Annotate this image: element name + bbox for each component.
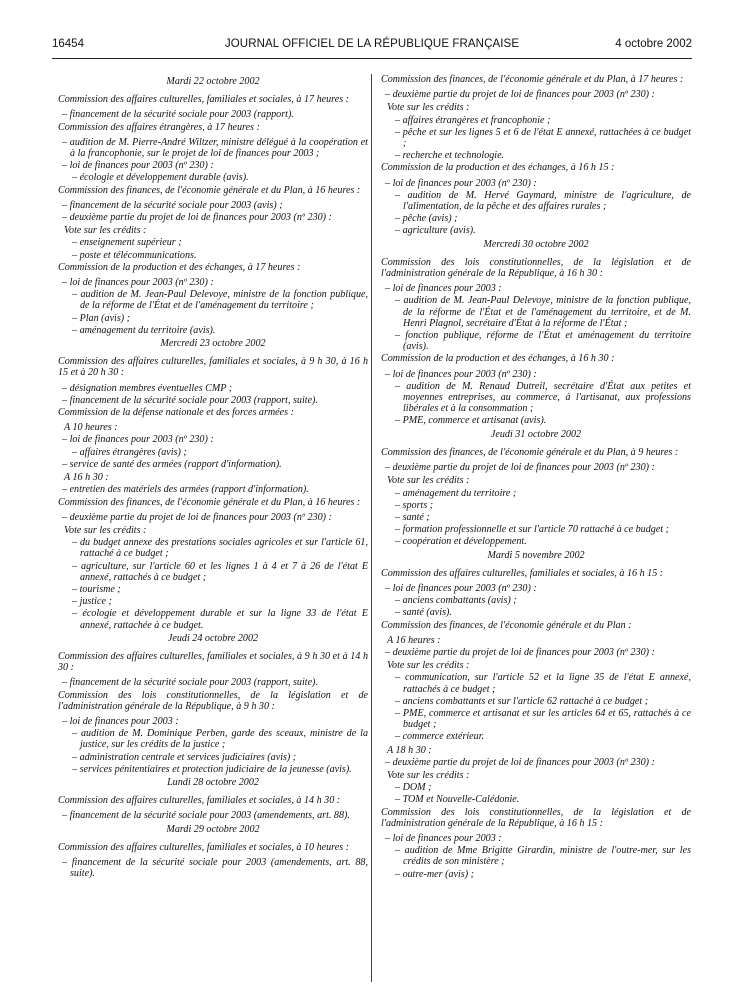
committee-entry: Commission des finances, de l'économie générale et du Plan, à 9 heures : <box>381 446 679 458</box>
agenda-subheading: A 16 heures : <box>387 634 441 646</box>
agenda-subitem: – pêche (avis) ; <box>395 213 458 225</box>
agenda-subheading: A 10 heures : <box>64 422 118 434</box>
committee-entry: Commission des lois constitutionnelles, de la législation et de l'administration générale de la République, à 16 h 30 : <box>381 256 691 280</box>
committee-entry: Commission des finances, de l'économie générale et du Plan : <box>381 619 632 631</box>
agenda-subitem: – audition de M. Jean-Paul Delevoye, ministre de la fonction publique, de la réforme de l'État et de l'aménagement du territoire, et de M. Henri Plagnol, secrétaire d'État à la réforme de l'État ; <box>395 295 691 329</box>
committee-entry: Commission des affaires étrangères, à 17 heures : <box>58 121 260 133</box>
agenda-item: – financement de la sécurité sociale pour 2003 (rapport). <box>62 109 294 121</box>
agenda-item: – financement de la sécurité sociale pour 2003 (rapport, suite). <box>62 677 318 689</box>
agenda-subitem: – agriculture, sur l'article 60 et les lignes 1 à 4 et 7 à 26 de l'état E annexé, rattachés à ce budget ; <box>72 560 368 583</box>
agenda-item: – financement de la sécurité sociale pour 2003 (rapport, suite). <box>62 394 318 406</box>
agenda-item: – deuxième partie du projet de loi de finances pour 2003 (nº 230) : <box>385 89 655 101</box>
agenda-subitem: – tourisme ; <box>72 583 121 595</box>
session-date-heading: Mercredi 30 octobre 2002 <box>483 238 589 250</box>
agenda-subitem: – du budget annexe des prestations sociales agricoles et sur l'article 61, rattaché à ce budget ; <box>72 537 368 560</box>
agenda-subitem: – services pénitentiaires et protection judiciaire de la jeunesse (avis). <box>72 763 352 775</box>
agenda-item: – loi de finances pour 2003 (nº 230) : <box>62 277 214 289</box>
committee-entry: Commission des affaires culturelles, familiales et sociales, à 10 heures : <box>58 841 350 853</box>
agenda-item: – loi de finances pour 2003 : <box>385 283 502 295</box>
journal-title: JOURNAL OFFICIEL DE LA RÉPUBLIQUE FRANÇAISE <box>224 38 520 50</box>
agenda-item: – deuxième partie du projet de loi de finances pour 2003 (nº 230) : <box>385 646 655 658</box>
agenda-subitem: – affaires étrangères (avis) ; <box>72 446 187 458</box>
page-number: 16454 <box>52 38 84 50</box>
agenda-subheading: A 18 h 30 : <box>387 744 432 756</box>
committee-entry: Commission des affaires culturelles, familiales et sociales, à 16 h 15 : <box>381 567 664 579</box>
agenda-item: – audition de M. Pierre-André Wiltzer, ministre délégué à la coopération et à la francophonie, sur le projet de loi de finances pour 2003 ; <box>62 136 368 160</box>
committee-entry: Commission des affaires culturelles, familiales et sociales, à 9 h 30, à 16 h 15 et à 20 h 30 : <box>58 356 368 379</box>
agenda-item: – loi de finances pour 2003 (nº 230) : <box>385 177 537 189</box>
agenda-subheading: Vote sur les crédits : <box>64 524 147 536</box>
agenda-subitem: – commerce extérieur. <box>395 731 485 743</box>
agenda-subheading: Vote sur les crédits : <box>387 660 470 672</box>
agenda-subitem: – anciens combattants et sur l'article 62 rattaché à ce budget ; <box>395 695 649 707</box>
agenda-subitem: – administration centrale et services judiciaires (avis) ; <box>72 751 297 763</box>
committee-entry: Commission de la défense nationale et des forces armées : <box>58 407 294 419</box>
column-separator <box>371 74 372 982</box>
agenda-subitem: – audition de M. Jean-Paul Delevoye, ministre de la fonction publique, de la réforme de l'État et de l'aménagement du territoire ; <box>72 289 368 312</box>
agenda-item: – financement de la sécurité sociale pour 2003 (amendements, art. 88, suite). <box>62 856 368 880</box>
agenda-item: – loi de finances pour 2003 (nº 230) : <box>385 368 537 380</box>
agenda-subitem: – agriculture (avis). <box>395 225 476 237</box>
committee-entry: Commission des affaires culturelles, familiales et sociales, à 14 h 30 : <box>58 795 341 807</box>
committee-entry: Commission des finances, de l'économie générale et du Plan, à 16 heures : <box>58 496 361 508</box>
agenda-subheading: A 16 h 30 : <box>64 472 109 484</box>
agenda-subheading: Vote sur les crédits : <box>387 769 470 781</box>
session-date-heading: Mardi 22 octobre 2002 <box>166 76 260 87</box>
agenda-subitem: – enseignement supérieur ; <box>72 237 182 249</box>
agenda-subitem: – TOM et Nouvelle-Calédonie. <box>395 794 520 806</box>
committee-entry: Commission des finances, de l'économie générale et du Plan, à 16 heures : <box>58 184 361 196</box>
session-date-heading: Jeudi 31 octobre 2002 <box>490 428 582 440</box>
agenda-item: – deuxième partie du projet de loi de finances pour 2003 (nº 230) : <box>385 462 655 474</box>
agenda-subitem: – sports ; <box>395 499 434 511</box>
agenda-item: – deuxième partie du projet de loi de finances pour 2003 (nº 230) : <box>385 756 655 768</box>
agenda-subitem: – PME, commerce et artisanat et sur les articles 64 et 65, rattachés à ce budget ; <box>395 707 691 731</box>
agenda-item: – deuxième partie du projet de loi de finances pour 2003 (nº 230) : <box>62 212 332 224</box>
committee-entry: Commission de la production et des échanges, à 17 heures : <box>58 261 301 273</box>
agenda-subitem: – aménagement du territoire (avis). <box>72 324 216 336</box>
agenda-subitem: – santé ; <box>395 511 430 523</box>
agenda-subitem: – santé (avis). <box>395 607 452 619</box>
agenda-subitem: – audition de Mme Brigitte Girardin, ministre de l'outre-mer, sur les crédits de son ministère ; <box>395 845 691 868</box>
agenda-subitem: – écologie et développement durable (avis). <box>72 172 249 184</box>
session-date-heading: Mardi 29 octobre 2002 <box>166 823 260 835</box>
agenda-subheading: Vote sur les crédits : <box>387 102 470 114</box>
agenda-item: – financement de la sécurité sociale pour 2003 (amendements, art. 88). <box>62 810 350 822</box>
committee-entry: Commission des affaires culturelles, familiales et sociales, à 9 h 30 et à 14 h 30 : <box>58 650 368 674</box>
session-date-heading: Mercredi 23 octobre 2002 <box>160 338 266 350</box>
agenda-subitem: – recherche et technologie. <box>395 150 505 162</box>
agenda-subitem: – écologie et développement durable et sur la ligne 33 de l'état E annexé, rattachée à ce budget. <box>72 608 368 631</box>
agenda-subheading: Vote sur les crédits : <box>64 225 147 237</box>
agenda-subitem: – audition de M. Dominique Perben, garde des sceaux, ministre de la justice, sur les crédits de la justice ; <box>72 728 368 751</box>
agenda-subitem: – Plan (avis) ; <box>72 312 131 324</box>
agenda-subitem: – anciens combattants (avis) ; <box>395 595 517 607</box>
agenda-subitem: – justice ; <box>72 596 112 608</box>
agenda-item: – service de santé des armées (rapport d'information). <box>62 458 282 470</box>
left-column <box>58 74 368 880</box>
agenda-subitem: – PME, commerce et artisanat (avis). <box>395 415 547 427</box>
session-date-heading: Lundi 28 octobre 2002 <box>167 776 259 788</box>
committee-entry: Commission de la production et des échanges, à 16 h 15 : <box>381 162 615 174</box>
agenda-subitem: – outre-mer (avis) ; <box>395 868 474 880</box>
agenda-subitem: – formation professionnelle et sur l'article 70 rattaché à ce budget ; <box>395 524 669 536</box>
agenda-subitem: – coopération et développement. <box>395 536 527 548</box>
agenda-subitem: – fonction publique, réforme de l'État et aménagement du territoire (avis). <box>395 330 691 353</box>
agenda-subitem: – DOM ; <box>395 782 432 794</box>
issue-date: 4 octobre 2002 <box>615 38 692 50</box>
agenda-item: – loi de finances pour 2003 : <box>385 832 502 844</box>
committee-entry: Commission des finances, de l'économie générale et du Plan, à 17 heures : <box>381 74 684 85</box>
agenda-subitem: – poste et télécommunications. <box>72 249 197 261</box>
agenda-subitem: – communication, sur l'article 52 et la ligne 35 de l'état E annexé, rattachés à ce budget ; <box>395 672 691 695</box>
agenda-subitem: – audition de M. Hervé Gaymard, ministre de l'agriculture, de l'alimentation, de la pêche et des affaires rurales ; <box>395 189 691 213</box>
agenda-subheading: Vote sur les crédits : <box>387 475 470 487</box>
agenda-item: – loi de finances pour 2003 (nº 230) : <box>62 160 214 172</box>
agenda-subitem: – affaires étrangères et francophonie ; <box>395 114 551 126</box>
agenda-item: – désignation membres éventuelles CMP ; <box>62 382 233 394</box>
agenda-item: – loi de finances pour 2003 (nº 230) : <box>385 582 537 594</box>
committee-entry: Commission de la production et des échanges, à 16 h 30 : <box>381 353 615 365</box>
committee-entry: Commission des lois constitutionnelles, de la législation et de l'administration générale de la République, à 16 h 15 : <box>381 806 691 829</box>
agenda-item: – deuxième partie du projet de loi de finances pour 2003 (nº 230) : <box>62 511 332 523</box>
agenda-item: – financement de la sécurité sociale pour 2003 (avis) ; <box>62 199 283 211</box>
session-date-heading: Mardi 5 novembre 2002 <box>487 549 585 561</box>
agenda-subitem: – audition de M. Renaud Dutreil, secrétaire d'État aux petites et moyennes entreprises, au commerce, à l'artisanat, aux professions libérales et à la consommation ; <box>395 380 691 415</box>
agenda-item: – loi de finances pour 2003 (nº 230) : <box>62 434 214 446</box>
agenda-subitem: – aménagement du territoire ; <box>395 487 517 499</box>
agenda-item: – loi de finances pour 2003 : <box>62 715 179 727</box>
committee-entry: Commission des lois constitutionnelles, de la législation et de l'administration générale de la République, à 9 h 30 : <box>58 689 368 712</box>
page-header <box>52 38 692 56</box>
right-column <box>381 74 691 881</box>
header-rule <box>52 58 692 59</box>
agenda-item: – entretien des matériels des armées (rapport d'information). <box>62 484 309 496</box>
agenda-subitem: – pêche et sur les lignes 5 et 6 de l'état E annexé, rattachées à ce budget ; <box>395 126 691 150</box>
session-date-heading: Jeudi 24 octobre 2002 <box>167 632 259 644</box>
committee-entry: Commission des affaires culturelles, familiales et sociales, à 17 heures : <box>58 94 350 106</box>
